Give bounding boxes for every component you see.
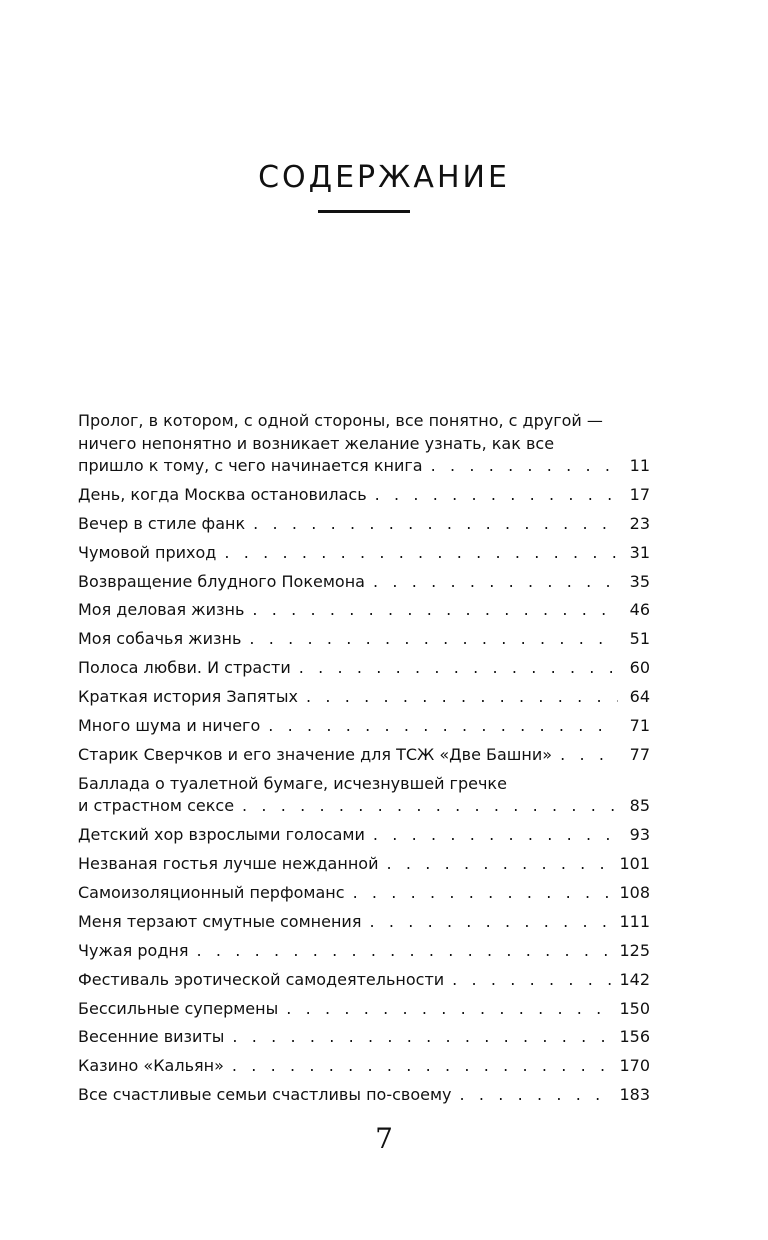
toc-entry	[78, 410, 650, 478]
toc-dot-leader	[375, 484, 618, 507]
toc-entry-title-line: Меня терзают смутные сомнения	[78, 911, 362, 931]
toc-dot-leader	[253, 513, 618, 536]
toc-entry-line	[78, 686, 650, 709]
toc-entry-title-line: Возвращение блудного Покемона	[78, 571, 365, 591]
toc-page-number: 35	[629, 571, 650, 591]
toc-entry-title-line: Моя деловая жизнь	[78, 600, 245, 620]
toc-entry	[78, 969, 650, 992]
toc-entry-line	[78, 657, 650, 680]
toc-page-number: 17	[629, 484, 650, 504]
toc-entry-title-line: Незваная гостья лучше нежданной	[78, 854, 379, 874]
toc-entry	[78, 1026, 650, 1049]
toc-dot-leader	[373, 571, 618, 594]
toc-entry-title-line: и страстном сексе	[78, 796, 235, 816]
toc-dot-leader	[232, 1026, 613, 1049]
toc-entry-title-line: Краткая история Запятых	[78, 687, 298, 707]
toc-entry-title-line: Много шума и ничего	[78, 716, 261, 736]
toc-entry-title-line: Бессильные супермены	[78, 998, 279, 1018]
toc-entry-title-line: Полоса любви. И страсти	[78, 658, 291, 678]
table-of-contents	[78, 410, 650, 1113]
toc-page-number: 156	[619, 1027, 650, 1047]
toc-entry-title-line: Пролог, в котором, с одной стороны, все понятно, с другой —	[78, 411, 603, 430]
toc-page-number: 125	[619, 940, 650, 960]
toc-entry-title-line: Моя собачья жизнь	[78, 629, 242, 649]
toc-page-number: 23	[629, 513, 650, 533]
toc-entry-title-line: Самоизоляционный перфоманс	[78, 882, 345, 902]
toc-entry-title-line: Все счастливые семьи счастливы по-своему	[78, 1085, 452, 1105]
toc-dot-leader	[452, 969, 613, 992]
toc-page-number: 170	[619, 1056, 650, 1076]
toc-entry-line	[78, 1026, 650, 1049]
toc-page-number: 46	[629, 600, 650, 620]
toc-entry-title-line: Фестиваль эротической самодеятельности	[78, 969, 445, 989]
toc-entry-line	[78, 571, 650, 594]
toc-page-number: 111	[619, 911, 650, 931]
toc-page-number: 93	[629, 825, 650, 845]
toc-entry-line	[78, 882, 650, 905]
toc-entry-title-line: Казино «Кальян»	[78, 1056, 224, 1076]
toc-dot-leader	[232, 1055, 614, 1078]
toc-entry-line	[78, 455, 650, 478]
toc-dot-leader	[431, 455, 618, 478]
toc-entry	[78, 744, 650, 767]
toc-dot-leader	[353, 882, 614, 905]
toc-dot-leader	[560, 744, 618, 767]
toc-entry-line	[78, 911, 650, 934]
toc-page-number: 108	[619, 882, 650, 902]
toc-entry	[78, 513, 650, 536]
toc-entry-line	[78, 940, 650, 963]
toc-page-number: 77	[629, 744, 650, 764]
toc-entry-title-line: Старик Сверчков и его значение для ТСЖ «Две Башни»	[78, 744, 553, 764]
toc-entry	[78, 882, 650, 905]
toc-entry-line	[78, 513, 650, 536]
toc-page-number: 101	[619, 854, 650, 874]
toc-entry-title-line: Чумовой приход	[78, 542, 217, 562]
toc-entry	[78, 542, 650, 565]
page-number: 7	[375, 1122, 393, 1155]
toc-dot-leader	[299, 657, 618, 680]
toc-dot-leader	[268, 715, 618, 738]
toc-entry-line	[78, 715, 650, 738]
toc-dot-leader	[286, 998, 613, 1021]
toc-page-number: 51	[629, 629, 650, 649]
toc-entry-line	[78, 744, 650, 767]
toc-entry-line	[78, 1055, 650, 1078]
toc-dot-leader	[386, 853, 613, 876]
toc-dot-leader	[196, 940, 613, 963]
toc-entry	[78, 657, 650, 680]
toc-page-number: 71	[629, 716, 650, 736]
toc-entry-title-line: Весенние визиты	[78, 1027, 225, 1047]
toc-entry	[78, 628, 650, 651]
toc-page-number: 60	[629, 658, 650, 678]
toc-dot-leader	[252, 599, 618, 622]
toc-page-number: 142	[619, 969, 650, 989]
toc-page-number: 31	[629, 542, 650, 562]
toc-page-number: 11	[629, 456, 650, 475]
toc-entry-title-line: ничего непонятно и возникает желание узнать, как все	[78, 433, 555, 453]
toc-entry	[78, 1084, 650, 1107]
toc-page-number: 85	[629, 796, 650, 816]
toc-dot-leader	[373, 824, 618, 847]
toc-entry-line	[78, 969, 650, 992]
toc-entry-title-line: Чужая родня	[78, 940, 189, 960]
toc-entry-title-line: Вечер в стиле фанк	[78, 513, 246, 533]
toc-entry-line	[78, 824, 650, 847]
toc-entry	[78, 571, 650, 594]
toc-dot-leader	[242, 795, 618, 818]
toc-entry-title-line: Детский хор взрослыми голосами	[78, 825, 365, 845]
toc-entry-line	[78, 484, 650, 507]
toc-entry	[78, 940, 650, 963]
toc-entry	[78, 484, 650, 507]
toc-entry-line	[78, 542, 650, 565]
toc-entry-line	[78, 853, 650, 876]
toc-entry-title-line: пришло к тому, с чего начинается книга	[78, 456, 423, 475]
toc-page-number: 150	[619, 998, 650, 1018]
toc-entry	[78, 911, 650, 934]
toc-entry-line	[78, 628, 650, 651]
toc-dot-leader	[224, 542, 618, 565]
toc-entry	[78, 773, 650, 818]
toc-entry	[78, 1055, 650, 1078]
title-rule	[318, 210, 410, 213]
toc-entry	[78, 824, 650, 847]
toc-entry	[78, 998, 650, 1021]
toc-entry	[78, 686, 650, 709]
toc-entry-title-line: Баллада о туалетной бумаге, исчезнувшей гречке	[78, 773, 507, 793]
toc-entry-line	[78, 998, 650, 1021]
toc-dot-leader	[459, 1084, 613, 1107]
toc-page-number: 183	[619, 1085, 650, 1105]
toc-dot-leader	[306, 686, 618, 709]
toc-dot-leader	[249, 628, 618, 651]
toc-entry-line	[78, 1084, 650, 1107]
toc-entry	[78, 599, 650, 622]
toc-entry-title-line: День, когда Москва остановилась	[78, 484, 367, 504]
toc-entry-line	[78, 795, 650, 818]
toc-dot-leader	[369, 911, 613, 934]
toc-entry-line	[78, 599, 650, 622]
page-title: СОДЕРЖАНИЕ	[258, 160, 510, 195]
toc-entry	[78, 853, 650, 876]
toc-entry	[78, 715, 650, 738]
toc-page-number: 64	[629, 687, 650, 707]
